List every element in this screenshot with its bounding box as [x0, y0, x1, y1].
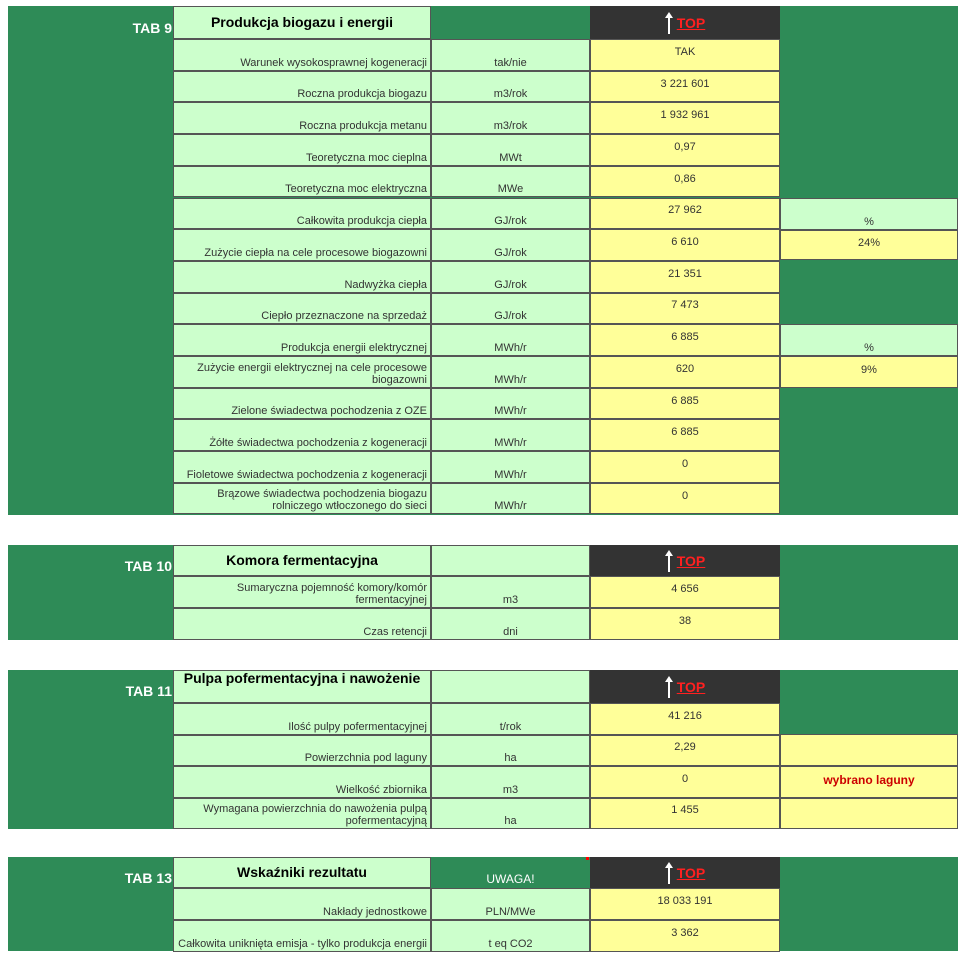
row-unit: m3/rok: [431, 102, 590, 134]
row-label: Wielkość zbiornika: [173, 766, 431, 798]
row-label: Ilość pulpy pofermentacyjnej: [173, 703, 431, 735]
row-value: 3 362: [590, 920, 780, 952]
tab10-title: Komora fermentacyjna: [173, 545, 431, 576]
tab13-top-button[interactable]: [590, 857, 780, 888]
row-unit: dni: [431, 608, 590, 640]
row-unit: m3/rok: [431, 71, 590, 103]
row-value: 6 610: [590, 229, 780, 261]
row-unit: MWh/r: [431, 419, 590, 451]
row-value: TAK: [590, 39, 780, 71]
row-label: Żółte świadectwa pochodzenia z kogeneracji: [173, 419, 431, 451]
elec-pct-header: %: [780, 324, 958, 356]
row-unit: PLN/MWe: [431, 888, 590, 920]
row-value: 27 962: [590, 198, 780, 230]
row-label: Roczna produkcja metanu: [173, 102, 431, 134]
row-label: Całkowita uniknięta emisja - tylko produkcja energii: [173, 920, 431, 952]
row-unit: t/rok: [431, 703, 590, 735]
top-link[interactable]: TOP: [676, 552, 706, 569]
up-arrow-icon: [665, 550, 673, 572]
row-unit: GJ/rok: [431, 198, 590, 230]
row-label: Czas retencji: [173, 608, 431, 640]
row-value: 21 351: [590, 261, 780, 293]
row-value: 3 221 601: [590, 71, 780, 103]
row-value: 41 216: [590, 703, 780, 735]
row-label: Ciepło przeznaczone na sprzedaż: [173, 293, 431, 325]
tab11-side-1: [780, 734, 958, 766]
row-unit: MWh/r: [431, 324, 590, 356]
row-unit: m3: [431, 766, 590, 798]
row-label: Warunek wysokosprawnej kogeneracji: [173, 39, 431, 71]
tab13-label: TAB 13: [124, 870, 172, 886]
tab10-top-button[interactable]: [590, 545, 780, 576]
row-value: 0: [590, 483, 780, 515]
row-label: Wymagana powierzchnia do nawożenia pulpą pofermentacyjną: [173, 798, 431, 830]
row-unit: ha: [431, 798, 590, 830]
tab13-title: Wskaźniki rezultatu: [173, 857, 431, 888]
row-value: 1 455: [590, 798, 780, 830]
tab10-label: TAB 10: [124, 558, 172, 574]
row-unit: MWh/r: [431, 483, 590, 515]
heat-pct-header: %: [780, 198, 958, 230]
row-label: Brązowe świadectwa pochodzenia biogazu rolniczego wtłoczonego do sieci: [173, 483, 431, 515]
up-arrow-icon: [665, 12, 673, 34]
row-unit: MWh/r: [431, 388, 590, 420]
tab13-warning: UWAGA!: [431, 857, 590, 888]
tab11-top-button[interactable]: [590, 670, 780, 703]
heat-pct-value: 24%: [780, 230, 958, 260]
row-value: 620: [590, 356, 780, 388]
row-unit: GJ/rok: [431, 229, 590, 261]
row-label: Teoretyczna moc cieplna: [173, 134, 431, 166]
row-label: Nakłady jednostkowe: [173, 888, 431, 920]
row-value: 4 656: [590, 576, 780, 608]
row-value: 38: [590, 608, 780, 640]
row-value: 6 885: [590, 388, 780, 420]
row-label: Zielone świadectwa pochodzenia z OZE: [173, 388, 431, 420]
row-label: Nadwyżka ciepła: [173, 261, 431, 293]
up-arrow-icon: [665, 862, 673, 884]
row-value: 7 473: [590, 293, 780, 325]
row-unit: tak/nie: [431, 39, 590, 71]
row-value: 1 932 961: [590, 102, 780, 134]
row-unit: ha: [431, 735, 590, 767]
row-label: Produkcja energii elektrycznej: [173, 324, 431, 356]
tab11-label: TAB 11: [125, 683, 172, 699]
tab11-title: Pulpa pofermentacyjna i nawożenie: [173, 670, 431, 703]
tab10-title-blank: [431, 545, 590, 576]
row-label: Powierzchnia pod laguny: [173, 735, 431, 767]
tab11-title-blank: [431, 670, 590, 703]
row-unit: GJ/rok: [431, 261, 590, 293]
tab9-label: TAB 9: [132, 20, 172, 36]
row-label: Sumaryczna pojemność komory/komór fermentacyjnej: [173, 576, 431, 608]
elec-pct-value: 9%: [780, 356, 958, 388]
tab9-top-button[interactable]: [590, 6, 780, 39]
row-value: 0,97: [590, 134, 780, 166]
row-unit: GJ/rok: [431, 293, 590, 325]
up-arrow-icon: [665, 676, 673, 698]
tab9-title: Produkcja biogazu i energii: [173, 6, 431, 39]
row-label: Zużycie ciepła na cele procesowe biogazowni: [173, 229, 431, 261]
row-value: 0: [590, 451, 780, 483]
tab11-side-3: [780, 798, 958, 829]
row-label: Roczna produkcja biogazu: [173, 71, 431, 103]
row-unit: MWh/r: [431, 356, 590, 388]
comment-marker: [586, 857, 589, 860]
row-label: Zużycie energii elektrycznej na cele procesowe biogazowni: [173, 356, 431, 388]
top-link[interactable]: TOP: [676, 864, 706, 881]
row-value: 6 885: [590, 324, 780, 356]
row-label: Całkowita produkcja ciepła: [173, 198, 431, 230]
row-unit: m3: [431, 576, 590, 608]
row-value: 0: [590, 766, 780, 798]
row-unit: MWt: [431, 134, 590, 166]
row-unit: t eq CO2: [431, 920, 590, 952]
top-link[interactable]: TOP: [676, 14, 706, 31]
lagoon-note: wybrano laguny: [780, 766, 958, 798]
top-link[interactable]: TOP: [676, 678, 706, 695]
row-unit: MWe: [431, 166, 590, 198]
row-label: Fioletowe świadectwa pochodzenia z kogeneracji: [173, 451, 431, 483]
row-value: 2,29: [590, 735, 780, 767]
row-unit: MWh/r: [431, 451, 590, 483]
row-value: 0,86: [590, 166, 780, 198]
row-label: Teoretyczna moc elektryczna: [173, 166, 431, 198]
row-value: 6 885: [590, 419, 780, 451]
row-value: 18 033 191: [590, 888, 780, 920]
